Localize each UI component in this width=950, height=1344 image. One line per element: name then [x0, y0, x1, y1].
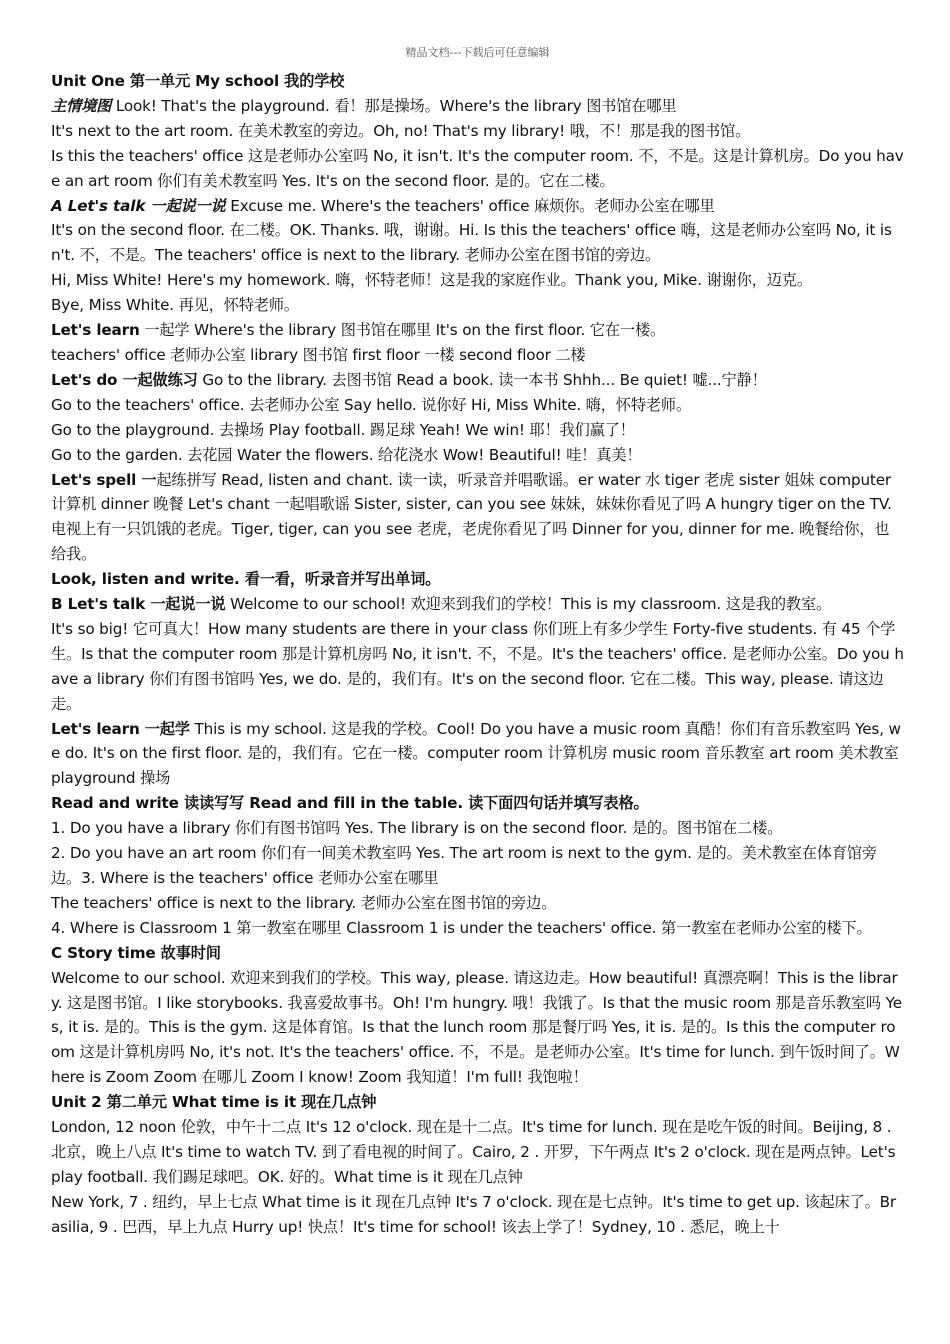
paragraph-heading: 主情境图 [51, 96, 112, 115]
paragraph-text: Look! That's the playground. 看！那是操场。Where's the library 图书馆在哪里 [111, 96, 677, 115]
paragraph [51, 567, 904, 592]
paragraph-text: Go to the library. 去图书馆 Read a book. 读一本书 Shhh... Be quiet! 嘘...宁静！ [197, 370, 767, 389]
paragraph [51, 1090, 904, 1115]
paragraph [51, 791, 904, 816]
paragraph [51, 443, 904, 468]
paragraph-text: Welcome to our school. 欢迎来到我们的学校。This way, please. 请这边走。How beautiful! 真漂亮啊！This is the library. 这是图书馆。I like storybooks. 我喜爱故事书。Oh! I'm hungry. 哦！我饿了。Is that the music room 那是音乐教室吗 Yes, it is. 是的。This is the gym. 这是体育馆。Is that the lunch room 那是餐厅吗 Yes, it is. 是的。Is this the computer room 这是计算机房吗 No, it's not. It's the teachers' office. 不，不是。是老师办公室。It's time for lunch. 到午饭时间了。Where is Zoom Zoom 在哪儿 Zoom I know! Zoom 我知道！I'm full! 我饱啦！ [51, 968, 902, 1087]
paragraph-text: Excuse me. Where's the teachers' office 麻烦你。老师办公室在哪里 [225, 196, 715, 215]
paragraph [51, 1190, 904, 1240]
paragraph-text: It's on the second floor. 在二楼。OK. Thanks. 哦，谢谢。Hi. Is this the teachers' office 嗨，这是老师办公室吗 No, it isn't. 不，不是。The teachers' office is next to the library. 老师办公室在图书馆的旁边。 [51, 221, 892, 265]
paragraph-text: This is my school. 这是我的学校。Cool! Do you have a music room 真酷！你们有音乐教室吗 Yes, we do. It's on the first floor. 是的，我们有。它在一楼。computer room 计算机房 music room 音乐教室 art room 美术教室 playground 操场 [51, 719, 901, 788]
paragraph [51, 293, 904, 318]
paragraph-text: Welcome to our school! 欢迎来到我们的学校！This is my classroom. 这是我的教室。 [225, 595, 832, 614]
paragraph [51, 717, 904, 792]
paragraph-heading: C Story time 故事时间 [51, 943, 221, 962]
paragraph [51, 966, 904, 1091]
paragraph-heading: Read and write 读读写写 Read and fill in the table. 读下面四句话并填写表格。 [51, 794, 649, 813]
paragraph-heading: Let's spell 一 [51, 470, 157, 489]
paragraph [51, 418, 904, 443]
document-body [51, 69, 904, 1240]
paragraph-heading: A Let's talk 一起说一说 [51, 196, 226, 215]
page-header: 精品文档---下载后可任意编辑 [405, 46, 550, 59]
paragraph [51, 343, 904, 368]
paragraph-text: Hi, Miss White! Here's my homework. 嗨，怀特老师！这是我的家庭作业。Thank you, Mike. 谢谢你，迈克。 [51, 271, 812, 290]
paragraph-heading: B Let's talk 一起说一说 [51, 595, 226, 614]
paragraph-text: teachers' office 老师办公室 library 图书馆 first floor 一楼 second floor 二楼 [51, 345, 586, 364]
paragraph [51, 119, 904, 144]
paragraph [51, 69, 904, 94]
paragraph-text: 一起学 Where's the library 图书馆在哪里 It's on the first floor. 它在一楼。 [139, 321, 666, 340]
paragraph-text: The teachers' office is next to the library. 老师办公室在图书馆的旁边。 [51, 893, 557, 912]
paragraph [51, 318, 904, 343]
paragraph [51, 841, 904, 891]
paragraph-heading: Let's learn [51, 321, 140, 340]
paragraph [51, 218, 904, 268]
paragraph [51, 144, 904, 194]
paragraph [51, 368, 904, 393]
paragraph-text: 1. Do you have a library 你们有图书馆吗 Yes. The library is on the second floor. 是的。图书馆在二楼。 [51, 819, 783, 838]
paragraph [51, 941, 904, 966]
paragraph [51, 268, 904, 293]
paragraph [51, 592, 904, 617]
paragraph [51, 891, 904, 916]
paragraph [51, 468, 904, 568]
paragraph [51, 617, 904, 717]
paragraph-text: Go to the teachers' office. 去老师办公室 Say hello. 说你好 Hi, Miss White. 嗨，怀特老师。 [51, 395, 691, 414]
paragraph-heading: Let's do 一起做练习 [51, 370, 198, 389]
paragraph [51, 393, 904, 418]
paragraph-text: Go to the garden. 去花园 Water the flowers. 给花浇水 Wow! Beautiful! 哇！真美！ [51, 445, 642, 464]
paragraph-text: Bye, Miss White. 再见，怀特老师。 [51, 296, 299, 315]
paragraph-text: London, 12 noon 伦敦，中午十二点 It's 12 o'clock. 现在是十二点。It's time for lunch. 现在是吃午饭的时间。Beijing, 8 . 北京，晚上八点 It's time to watch TV. 到了看电视的时间了。Cairo, 2 . 开罗，下午两点 It's 2 o'clock. 现在是两点钟。Let's play football. 我们踢足球吧。OK. 好的。What time is it 现在几点钟 [51, 1118, 896, 1186]
paragraph [51, 1115, 904, 1190]
paragraph-text: Is this the teachers' office 这是老师办公室吗 No, it isn't. It's the computer room. 不，不是。这是计算机房。Do you have an art room 你们有美术教室吗 Yes. It's on the second floor. 是的。它在二楼。 [51, 146, 904, 190]
paragraph-text: Go to the playground. 去操场 Play football. 踢足球 Yeah! We win! 耶！我们赢了！ [51, 420, 635, 439]
paragraph-heading: Unit One 第一单元 My school 我的学校 [51, 72, 345, 90]
paragraph-text: 4. Where is Classroom 1 第一教室在哪里 Classroom 1 is under the teachers' office. 第一教室在老师办公室的楼下。 [51, 918, 872, 937]
paragraph-heading: Unit 2 第二单元 What time is it 现在几点钟 [51, 1093, 377, 1112]
paragraph-text: 2. Do you have an art room 你们有一间美术教室吗 Yes. The art room is next to the gym. 是的。美术教室在体育馆旁边。3. Where is the teachers' office 老师办公室在哪里 [51, 844, 877, 887]
paragraph-text: It's next to the art room. 在美术教室的旁边。Oh, no! That's my library! 哦，不！那是我的图书馆。 [51, 121, 751, 140]
paragraph-heading: Let's learn 一起学 [51, 719, 190, 738]
paragraph-heading: Look, listen and write. 看一看，听录音并写出单词。 [51, 570, 441, 589]
paragraph [51, 194, 904, 219]
paragraph-text: It's so big! 它可真大！How many students are there in your class 你们班上有多少学生 Forty-five students. 有 45 个学生。Is that the computer room 那是计算机房吗 No, it isn't. 不，不是。It's the teachers' office. 是老师办公室。Do you have a library 你们有图书馆吗 Yes, we do. 是的，我们有。It's on the second floor. 它在二楼。This way, please. 请这边走。 [51, 619, 904, 713]
paragraph-text: New York, 7 . 纽约，早上七点 What time is it 现在几点钟 It's 7 o'clock. 现在是七点钟。It's time to get up. 该起床了。Brasilia, 9 . 巴西，早上九点 Hurry up! 快点！It's time for school! 该去上学了！Sydney, 10 . 悉尼，晚上十 [51, 1192, 896, 1236]
paragraph [51, 916, 904, 941]
paragraph-text: 起练拼写 Read, listen and chant. 读一读，听录音并唱歌谣。er water 水 tiger 老虎 sister 姐妹 computer 计算机 dinner 晚餐 Let's chant 一起唱歌谣 Sister, sister, can you see 妹妹，妹妹你看见了吗 A hungry tiger on the TV. 电视上有一只饥饿的老虎。Tiger, tiger, can you see 老虎，老虎你看见了吗 Dinner for you, dinner for me. 晚餐给你，也给我。 [51, 470, 892, 564]
paragraph [51, 816, 904, 841]
paragraph [51, 94, 904, 119]
